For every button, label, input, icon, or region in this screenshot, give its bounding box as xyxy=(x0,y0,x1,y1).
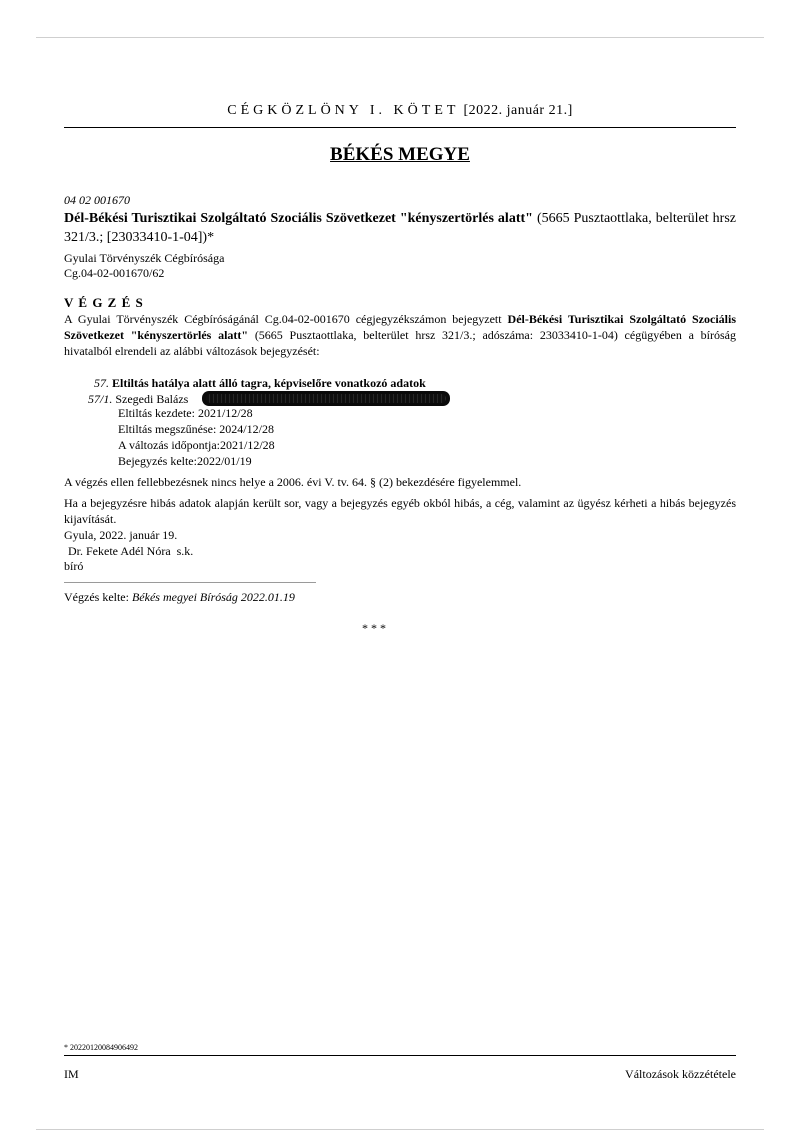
item-number: 57/1. xyxy=(88,392,113,406)
company-name: Dél-Békési Turisztikai Szolgáltató Szociális Szövetkezet "kényszertörlés alatt" xyxy=(64,211,533,226)
judge-name: Dr. Fekete Adél Nóra s.k. xyxy=(68,544,194,558)
issued-label: Végzés kelte: xyxy=(64,590,132,604)
county-title: BÉKÉS MEGYE xyxy=(330,144,470,165)
section-separator: * * * xyxy=(362,621,386,635)
footer-left: IM xyxy=(64,1067,79,1081)
footer-right: Változások közzététele xyxy=(625,1067,736,1081)
decision-paragraph xyxy=(64,311,736,359)
company-heading xyxy=(64,209,736,247)
header-rule xyxy=(64,127,736,128)
detail-line: A változás időpontja:2021/12/28 xyxy=(118,438,275,452)
page-bottom-border xyxy=(36,1129,764,1130)
entry-number: 04 02 001670 xyxy=(64,193,130,207)
correction-note: Ha a bejegyzésre hibás adatok alapján került sor, vagy a bejegyzés egyéb okból hibás, a cég, valamint az ügyész kérheti a hibás bejegyzés kijavítását. xyxy=(64,496,736,526)
section-title: Eltiltás hatálya alatt álló tagra, képviselőre vonatkozó adatok xyxy=(112,376,426,390)
change-details xyxy=(118,405,275,469)
journal-date: [2022. január 21.] xyxy=(463,103,573,118)
page-header xyxy=(0,103,800,119)
detail-line: Bejegyzés kelte:2022/01/19 xyxy=(118,454,252,468)
court-name: Gyulai Törvényszék Cégbírósága xyxy=(64,251,225,265)
decision-order: (5665 Pusztaottlaka, belterület hrsz 321/3.; adószáma: 23033410-1-04) cégügyében a bíróság hivatalból elrendeli az alábbi változások bejegyzését: xyxy=(64,328,736,358)
footnote: * 20220120084906492 xyxy=(64,1043,138,1052)
appeal-note: A végzés ellen fellebbezésnek nincs helye a 2006. évi V. tv. 64. § (2) bekezdésére figyelemmel. xyxy=(64,475,522,489)
issued-value: Békés megyei Bíróság 2022.01.19 xyxy=(131,590,295,604)
detail-line: Eltiltás kezdete: 2021/12/28 xyxy=(118,406,253,420)
decision-title: V É G Z É S xyxy=(64,295,144,310)
redaction-mark xyxy=(202,391,450,406)
detail-line: Eltiltás megszűnése: 2024/12/28 xyxy=(118,422,274,436)
decision-intro: A Gyulai Törvényszék Cégbíróságánál Cg.04-02-001670 cégjegyzékszámon bejegyzett xyxy=(64,312,508,326)
judge-title: bíró xyxy=(64,559,84,573)
case-number: Cg.04-02-001670/62 xyxy=(64,266,165,280)
page-top-border xyxy=(36,37,764,38)
section-number: 57. xyxy=(94,376,109,390)
change-section xyxy=(94,375,426,391)
item-name: Szegedi Balázs xyxy=(115,392,189,406)
company-address: (5665 Pusztaottlaka, belterület hrsz 321/3.; [23033410-1-04])* xyxy=(64,211,736,245)
place-date: Gyula, 2022. január 19. xyxy=(64,528,178,542)
journal-title: CÉGKÖZLÖNY I. KÖTET xyxy=(227,103,460,118)
decision-company: Dél-Békési Turisztikai Szolgáltató Szociális Szövetkezet "kényszertörlés alatt" xyxy=(64,312,736,342)
issued-line xyxy=(64,589,295,605)
signature-rule xyxy=(64,582,316,583)
footer-rule xyxy=(64,1055,736,1056)
